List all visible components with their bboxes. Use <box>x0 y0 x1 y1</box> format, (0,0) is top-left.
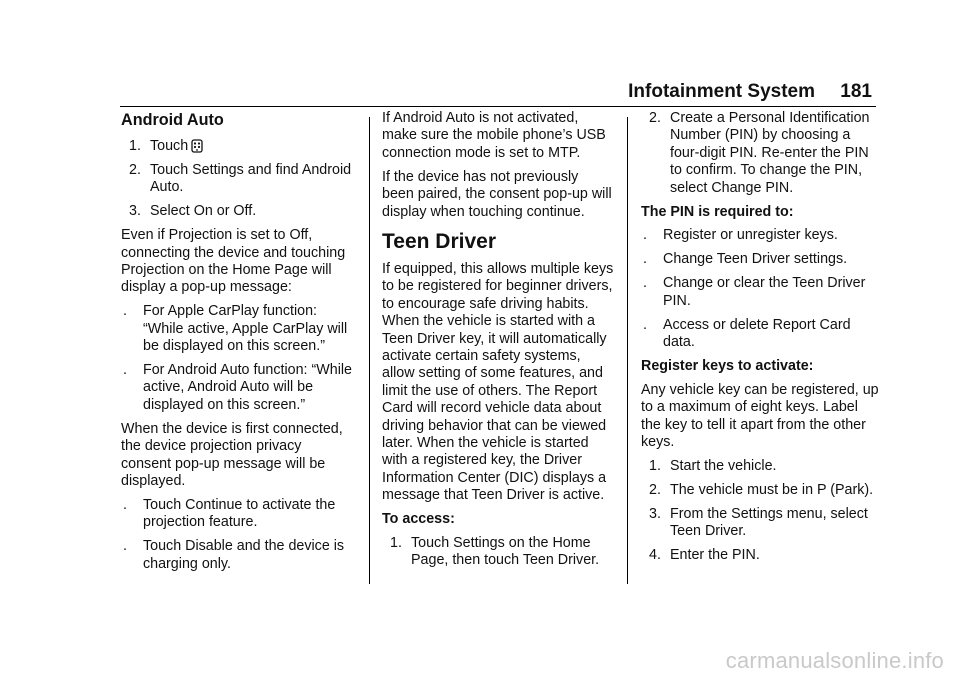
paragraph: If equipped, this allows multiple keys to be registered for beginner drivers, to encourage safe driving habits. When the vehicle is started with a Teen Driver key, it will automatically activate certain safety systems, allow setting of some features, and limit the use of others. The Report Card will record vehicle data about driving behavior that can be viewed later. When the vehicle is started with a registered key, the Driver Information Center (DIC) displays a message that Teen Driver is active. <box>382 260 614 504</box>
subheading: To access: <box>382 511 455 528</box>
bullet-text: For Apple CarPlay function: “While active, Apple CarPlay will be displayed on this screen.” <box>143 303 348 355</box>
paragraph: If the device has not previously been paired, the consent pop-up will display when touching continue. <box>382 168 612 220</box>
subheading: Register keys to activate: <box>641 357 814 374</box>
column-2 <box>382 110 614 576</box>
paragraph: Even if Projection is set to Off, connecting the device and touching Projection on the Home Page will display a pop-up message: <box>121 227 346 296</box>
bullet-text: Change or clear the Teen Driver PIN. <box>663 275 866 309</box>
list-item <box>121 203 353 220</box>
step-text: Touch <box>150 138 189 154</box>
step-text: Create a Personal Identification Number (PIN) by choosing a four-digit PIN. Re-enter the PIN to confirm. To change the PIN, select Change PIN. <box>670 110 870 196</box>
paragraph: When the device is first connected, the device projection privacy consent pop-up message will be displayed. <box>121 420 343 489</box>
list-item <box>641 482 881 499</box>
pin-steps <box>641 110 881 197</box>
register-steps <box>641 458 881 565</box>
bullet-icon: . <box>123 303 127 320</box>
paragraph: If Android Auto is not activated, make sure the mobile phone’s USB connection mode is set to MTP. <box>382 110 606 161</box>
bullet-icon: . <box>123 538 127 555</box>
step-text: Start the vehicle. <box>670 457 777 474</box>
bullet-icon: . <box>643 275 647 292</box>
page-header <box>628 80 872 104</box>
list-item <box>121 162 353 197</box>
list-item <box>121 362 353 414</box>
step-text: The vehicle must be in P (Park). <box>670 481 874 498</box>
step-number: 3. <box>649 505 661 522</box>
android-auto-steps <box>121 138 353 221</box>
list-item <box>121 538 353 573</box>
step-number: 4. <box>649 547 661 564</box>
watermark: carmanualsonline.info <box>725 648 944 673</box>
subheading: The PIN is required to: <box>641 203 794 220</box>
column-divider-2 <box>627 117 628 584</box>
header-rule <box>120 106 876 107</box>
android-auto-heading: Android Auto <box>121 111 224 129</box>
column-divider-1 <box>369 117 370 584</box>
bullet-icon: . <box>643 227 647 244</box>
list-item <box>641 275 881 310</box>
list-item <box>641 227 881 244</box>
bullet-icon: . <box>643 316 647 333</box>
bullet-list <box>121 303 353 414</box>
bullet-list <box>641 227 881 351</box>
step-number: 1. <box>649 457 661 474</box>
bullet-text: Register or unregister keys. <box>663 227 838 244</box>
list-item <box>641 547 881 564</box>
step-text: Select On or Off. <box>150 203 257 220</box>
step-number: 2. <box>649 110 661 126</box>
bullet-icon: . <box>643 251 647 268</box>
bullet-text: Touch Disable and the device is charging only. <box>143 538 345 572</box>
bullet-icon: . <box>123 361 127 378</box>
bullet-list <box>121 497 353 573</box>
step-text: Enter the PIN. <box>670 547 760 564</box>
home-page-icon <box>191 139 203 153</box>
list-item <box>121 138 353 155</box>
step-number: 2. <box>649 481 661 498</box>
step-text: Touch Settings on the Home Page, then touch Teen Driver. <box>411 535 600 569</box>
page-number: 181 <box>840 81 872 102</box>
bullet-text: For Android Auto function: “While active, Android Auto will be displayed on this screen.” <box>143 361 353 413</box>
column-1 <box>121 110 353 579</box>
list-item <box>121 303 353 355</box>
list-item <box>641 506 881 541</box>
list-item <box>382 535 614 570</box>
step-number: 2. <box>129 161 141 178</box>
list-item <box>641 110 881 197</box>
bullet-text: Touch Continue to activate the projection feature. <box>143 496 336 531</box>
column-3 <box>641 110 881 571</box>
section-title: Infotainment System <box>628 81 816 102</box>
step-number: 3. <box>129 203 141 220</box>
teen-driver-heading: Teen Driver <box>382 229 496 253</box>
step-text: From the Settings menu, select Teen Driver. <box>670 505 868 540</box>
list-item <box>121 497 353 532</box>
paragraph: Any vehicle key can be registered, up to a maximum of eight keys. Label the key to tell it apart from the other keys. <box>641 381 879 450</box>
list-item <box>641 317 881 352</box>
step-number: 1. <box>129 138 141 154</box>
list-item <box>641 458 881 475</box>
step-text: Touch Settings and find Android Auto. <box>150 161 352 196</box>
bullet-text: Change Teen Driver settings. <box>663 251 848 268</box>
step-number: 1. <box>390 535 402 552</box>
bullet-icon: . <box>123 496 127 513</box>
access-steps <box>382 535 614 570</box>
bullet-text: Access or delete Report Card data. <box>663 316 851 350</box>
list-item <box>641 251 881 268</box>
